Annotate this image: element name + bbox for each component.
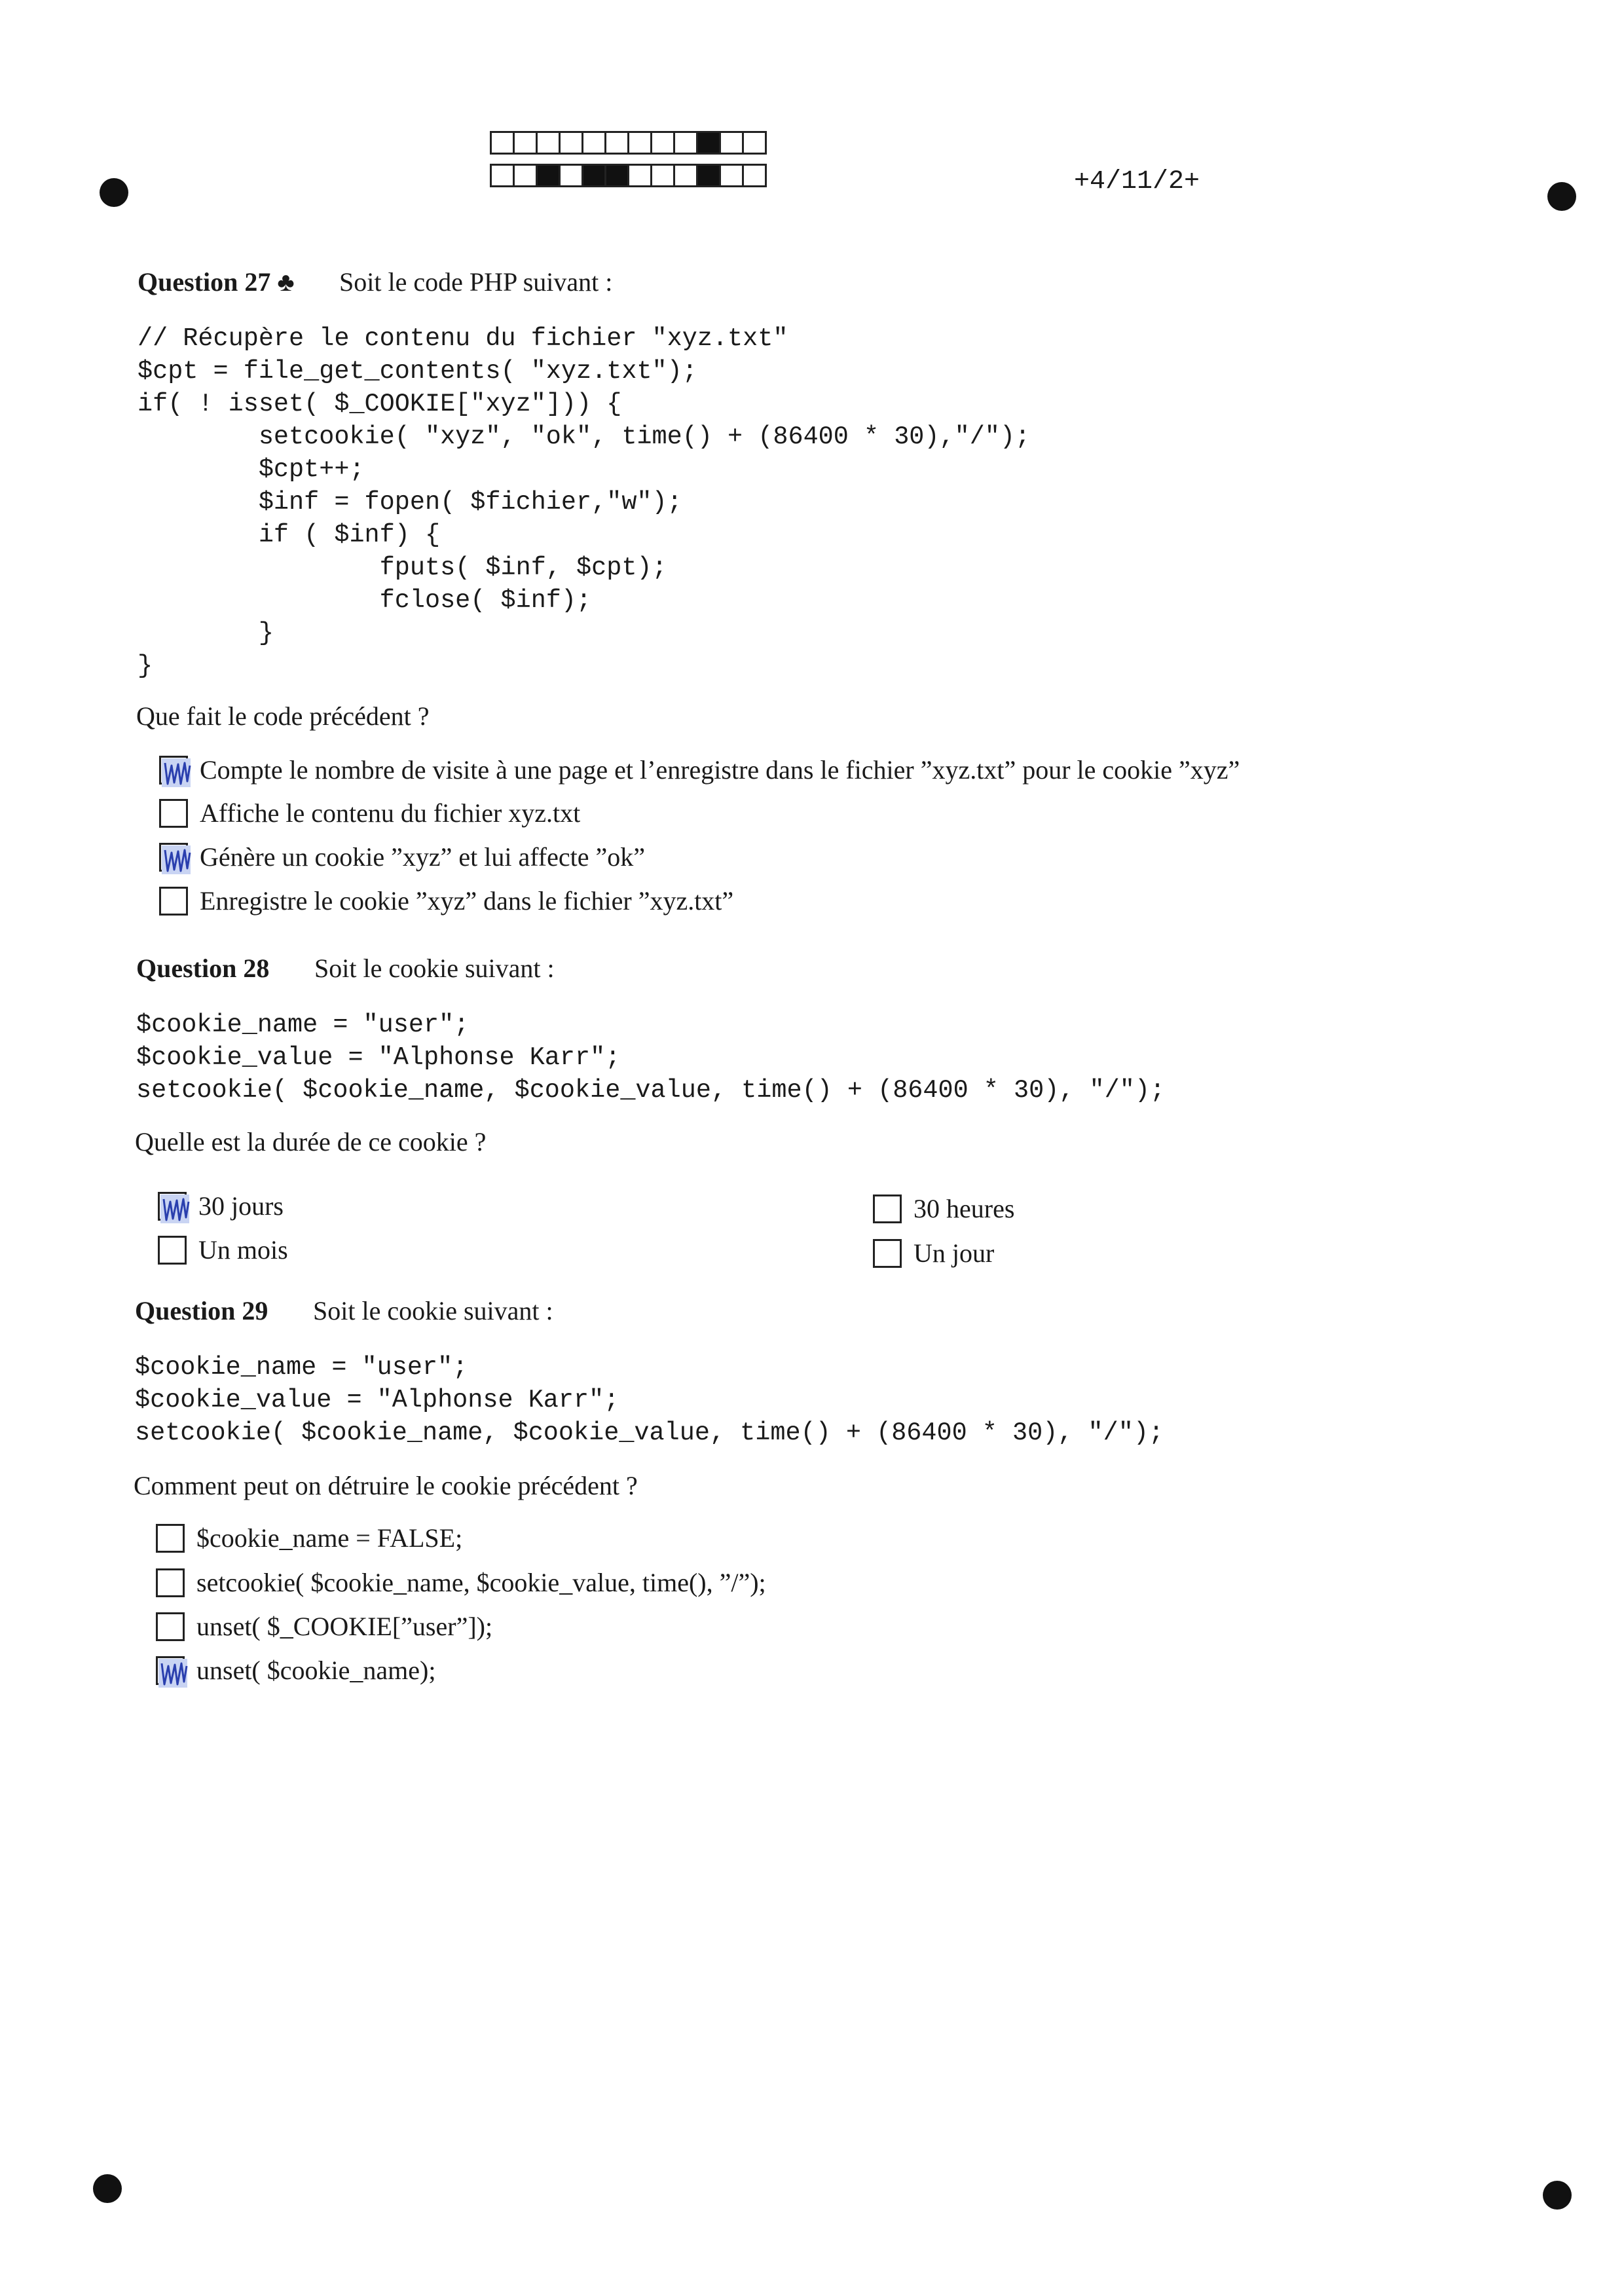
question-28-prompt: Quelle est la durée de ce cookie ? — [135, 1127, 487, 1157]
barcode-bottom-cell — [719, 164, 744, 187]
question-28-intro: Soit le cookie suivant : — [314, 954, 555, 983]
barcode-top-cell — [696, 131, 721, 155]
barcode-top — [490, 131, 765, 155]
corner-dot-bottom-right — [1543, 2181, 1572, 2210]
q28-option-4-label: Un jour — [913, 1238, 995, 1268]
question-27-title: Question 27 ♣ — [138, 267, 295, 297]
page-code: +4/11/2+ — [1074, 167, 1200, 196]
barcode-bottom-cell — [627, 164, 652, 187]
q28-option-3-checkbox[interactable] — [873, 1194, 902, 1223]
q29-option-2-checkbox[interactable] — [156, 1568, 185, 1597]
q28-option-3[interactable] — [873, 1193, 1014, 1224]
barcode-top-cell — [581, 131, 606, 155]
barcode-top-cell — [627, 131, 652, 155]
barcode-bottom-cell — [604, 164, 629, 187]
pen-scribble-mark — [160, 756, 194, 790]
pen-scribble-mark — [157, 1657, 191, 1691]
q28-option-2[interactable] — [158, 1234, 288, 1265]
q28-option-1-label: 30 jours — [198, 1191, 284, 1221]
q29-option-3-checkbox[interactable] — [156, 1612, 185, 1641]
q27-option-3-label: Génère un cookie ”xyz” et lui affecte ”ok” — [200, 842, 645, 872]
barcode-bottom-cell — [559, 164, 583, 187]
q29-option-3[interactable] — [156, 1611, 492, 1642]
barcode-bottom — [490, 164, 765, 187]
question-29-prompt: Comment peut on détruire le cookie précédent ? — [134, 1471, 638, 1500]
barcode-top-cell — [650, 131, 675, 155]
q29-option-4-label: unset( $cookie_name); — [196, 1656, 436, 1685]
corner-dot-bottom-left — [93, 2174, 122, 2203]
barcode-top-cell — [719, 131, 744, 155]
pen-scribble-mark — [158, 1193, 193, 1227]
barcode-top-cell — [742, 131, 767, 155]
q29-option-4[interactable] — [156, 1655, 435, 1686]
q27-option-2-checkbox[interactable] — [159, 799, 188, 828]
question-29-intro: Soit le cookie suivant : — [313, 1296, 553, 1325]
q29-option-2[interactable] — [156, 1567, 766, 1598]
q29-option-3-label: unset( $_COOKIE[”user”]); — [196, 1612, 493, 1641]
q28-option-4[interactable] — [873, 1238, 994, 1268]
q27-option-4-checkbox[interactable] — [159, 887, 188, 916]
q27-option-2-label: Affiche le contenu du fichier xyz.txt — [200, 798, 581, 828]
q28-option-2-label: Un mois — [198, 1235, 288, 1265]
barcode-top-cell — [604, 131, 629, 155]
barcode-bottom-cell — [742, 164, 767, 187]
q28-option-3-label: 30 heures — [913, 1194, 1015, 1223]
q28-option-1[interactable] — [158, 1191, 284, 1221]
question-29-code: $cookie_name = "user"; $cookie_value = "Alphonse Karr"; setcookie( $cookie_name, $cookie_value, time() + (86400 * 30), "/"); — [135, 1353, 1164, 1447]
barcode-bottom-cell — [513, 164, 538, 187]
question-28-title: Question 28 — [136, 954, 270, 983]
barcode-bottom-cell — [536, 164, 561, 187]
q28-option-2-checkbox[interactable] — [158, 1236, 187, 1265]
barcode-bottom-cell — [650, 164, 675, 187]
barcode-top-cell — [536, 131, 561, 155]
q29-option-1-checkbox[interactable] — [156, 1524, 185, 1553]
q27-option-1-checkbox[interactable] — [159, 756, 188, 785]
pen-scribble-mark — [160, 843, 194, 878]
question-29-title: Question 29 — [135, 1296, 268, 1325]
q27-option-2[interactable] — [159, 798, 580, 828]
q29-option-2-label: setcookie( $cookie_name, $cookie_value, time(), ”/”); — [196, 1568, 766, 1597]
corner-dot-top-right — [1547, 182, 1576, 211]
barcode-bottom-cell — [490, 164, 515, 187]
barcode-bottom-cell — [581, 164, 606, 187]
barcode-top-cell — [490, 131, 515, 155]
q27-option-1[interactable] — [159, 754, 1240, 785]
barcode-bottom-cell — [696, 164, 721, 187]
q27-option-4-label: Enregistre le cookie ”xyz” dans le fichier ”xyz.txt” — [200, 886, 734, 916]
q29-option-1[interactable] — [156, 1523, 462, 1553]
q29-option-4-checkbox[interactable] — [156, 1656, 185, 1685]
barcode-top-cell — [513, 131, 538, 155]
question-28-code: $cookie_name = "user"; $cookie_value = "Alphonse Karr"; setcookie( $cookie_name, $cookie_value, time() + (86400 * 30), "/"); — [136, 1010, 1166, 1105]
q27-option-3[interactable] — [159, 842, 645, 872]
q28-option-1-checkbox[interactable] — [158, 1192, 187, 1221]
barcode-bottom-cell — [673, 164, 698, 187]
question-27-code: // Récupère le contenu du fichier "xyz.txt" $cpt = file_get_contents( "xyz.txt"); if( ! isset( $_COOKIE["xyz"])) { setcookie( "xyz", "ok", time() + (86400 * 30),"/"); $cpt++; $inf = fopen( $fichier,"w"); if ( $inf) { fputs( $inf, $cpt); fclose( $inf); } } — [138, 324, 1031, 680]
q27-option-3-checkbox[interactable] — [159, 843, 188, 872]
barcode-top-cell — [559, 131, 583, 155]
question-27-prompt: Que fait le code précédent ? — [136, 701, 430, 731]
corner-dot-top-left — [100, 178, 128, 207]
q29-option-1-label: $cookie_name = FALSE; — [196, 1523, 463, 1553]
q28-option-4-checkbox[interactable] — [873, 1239, 902, 1268]
barcode-top-cell — [673, 131, 698, 155]
q27-option-4[interactable] — [159, 885, 733, 916]
question-27-intro: Soit le code PHP suivant : — [339, 267, 613, 297]
q27-option-1-label: Compte le nombre de visite à une page et l’enregistre dans le fichier ”xyz.txt” pour le cookie ”xyz” — [200, 755, 1240, 785]
